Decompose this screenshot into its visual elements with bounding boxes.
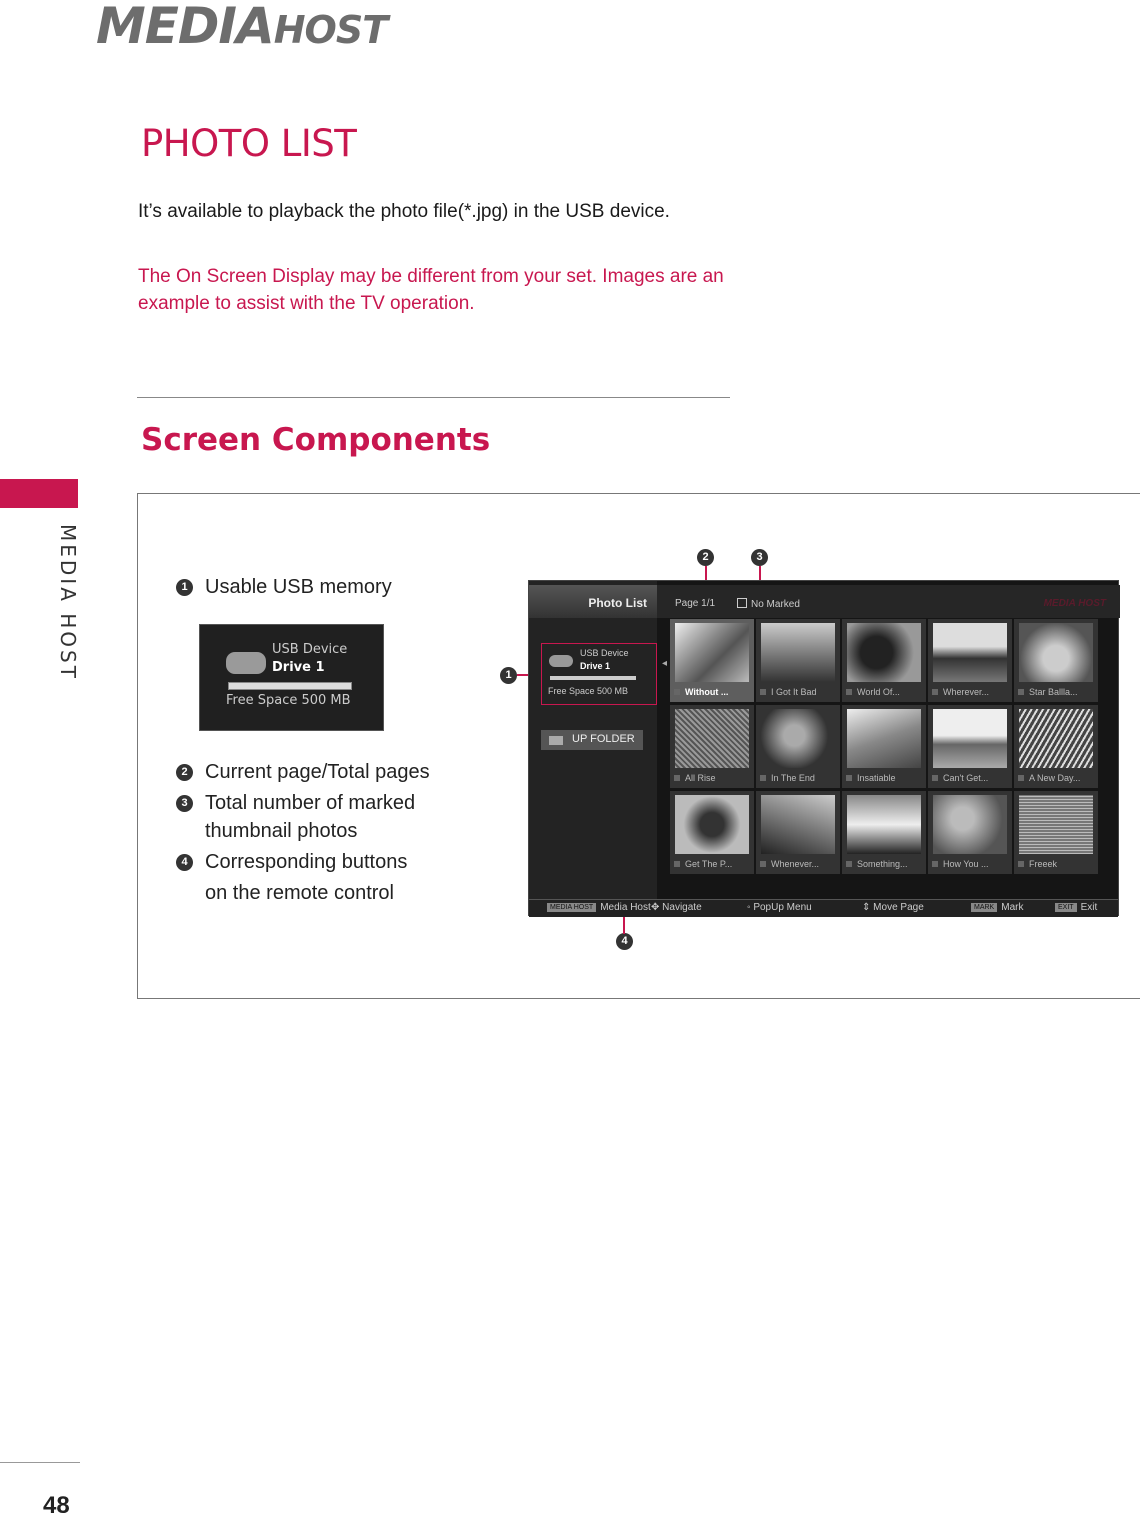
thumbnail-caption xyxy=(674,687,728,697)
move-page-button[interactable] xyxy=(862,902,924,913)
callout-4-line xyxy=(623,914,625,934)
footer-divider xyxy=(0,1462,80,1463)
photo-icon xyxy=(932,689,938,695)
thumbnail-caption xyxy=(1018,687,1078,697)
usb-capacity-bar xyxy=(228,682,352,690)
photo-icon xyxy=(674,775,680,781)
thumbnail-name: World Of... xyxy=(857,687,900,697)
side-tab-marker xyxy=(0,479,78,508)
thumbnail-image xyxy=(675,795,749,854)
thumbnail-name: Star Ballla... xyxy=(1029,687,1078,697)
photo-icon xyxy=(1018,861,1024,867)
thumbnail-image xyxy=(761,623,835,682)
callout-3-marker: 3 xyxy=(751,549,768,566)
mark-key: MARK xyxy=(971,903,997,912)
mark-label: Mark xyxy=(1001,902,1024,913)
tv-media-host-logo: MEDIA HOST xyxy=(1043,598,1106,609)
thumbnail-image xyxy=(847,709,921,768)
media-host-key: MEDIA HOST xyxy=(547,903,596,912)
photo-icon xyxy=(932,775,938,781)
thumbnail-name: Freeek xyxy=(1029,859,1058,869)
exit-label: Exit xyxy=(1080,902,1098,913)
thumbnail-name: How You ... xyxy=(943,859,989,869)
thumbnail-image xyxy=(675,709,749,768)
section-title: Screen Components xyxy=(141,422,491,458)
folder-icon xyxy=(549,736,563,745)
thumbnail-name: Insatiable xyxy=(857,773,896,783)
thumbnail-caption xyxy=(760,859,819,869)
usb-device-label: USB Device xyxy=(272,642,348,657)
thumbnail-image xyxy=(761,795,835,854)
photo-list-screen xyxy=(528,580,1119,916)
marked-count-label: No Marked xyxy=(751,599,800,610)
channel-icon: ⇕ xyxy=(862,902,874,913)
callout-4-marker: 4 xyxy=(616,933,633,950)
thumbnail-name: I Got It Bad xyxy=(771,687,817,697)
tv-top-bar xyxy=(657,585,1120,618)
callout-1: 1 xyxy=(176,579,193,596)
photo-icon xyxy=(1018,775,1024,781)
side-section-label: MEDIA HOST xyxy=(56,524,80,681)
thumbnail-image xyxy=(847,623,921,682)
thumbnail-item[interactable] xyxy=(842,619,926,702)
thumbnail-image xyxy=(1019,623,1093,682)
callout-4: 4 xyxy=(176,854,193,871)
navigate-button[interactable] xyxy=(651,902,702,913)
thumbnail-item[interactable] xyxy=(670,705,754,788)
thumbnail-image xyxy=(1019,795,1093,854)
photo-icon xyxy=(846,689,852,695)
popup-menu-label: PopUp Menu xyxy=(753,902,812,913)
exit-key: EXIT xyxy=(1055,903,1077,912)
thumbnail-image xyxy=(675,623,749,682)
thumbnail-item[interactable] xyxy=(1014,705,1098,788)
legend-item-label: Current page/Total pages xyxy=(205,761,430,783)
move-page-label: Move Page xyxy=(873,902,924,913)
tv-usb-drive-label: Drive 1 xyxy=(580,661,611,671)
thumbnail-name: All Rise xyxy=(685,773,716,783)
divider xyxy=(137,397,730,398)
callout-3: 3 xyxy=(176,795,193,812)
thumbnail-caption xyxy=(674,859,732,869)
legend-item-label-cont: on the remote control xyxy=(205,882,394,904)
intro-text: It’s available to playback the photo file(*.jpg) in the USB device. xyxy=(138,201,670,222)
usb-drive-label: Drive 1 xyxy=(272,660,325,675)
thumbnail-item[interactable] xyxy=(928,791,1012,874)
thumbnail-name: Can't Get... xyxy=(943,773,989,783)
navigate-icon: ✥ xyxy=(651,902,663,913)
checkbox-icon xyxy=(737,598,747,608)
thumbnail-caption xyxy=(674,773,716,783)
thumbnail-item[interactable] xyxy=(842,791,926,874)
page-indicator: Page 1/1 xyxy=(675,598,716,609)
thumbnail-item[interactable] xyxy=(1014,791,1098,874)
thumbnail-caption xyxy=(846,859,908,869)
thumbnail-image xyxy=(847,795,921,854)
legend-item-label: Corresponding buttons xyxy=(205,851,408,873)
usb-drive-icon xyxy=(226,652,266,674)
photo-icon xyxy=(674,861,680,867)
photo-icon xyxy=(760,861,766,867)
legend-item-label-cont: thumbnail photos xyxy=(205,820,358,842)
page-number: 48 xyxy=(43,1492,70,1519)
callout-2-marker: 2 xyxy=(697,549,714,566)
thumbnail-image xyxy=(1019,709,1093,768)
thumbnail-name: Wherever... xyxy=(943,687,990,697)
osd-note: The On Screen Display may be different from your set. Images are an example to assist with the TV operation. xyxy=(138,266,724,314)
usb-free-space: Free Space 500 MB xyxy=(226,693,351,708)
photo-icon xyxy=(846,775,852,781)
thumbnail-caption xyxy=(846,773,896,783)
thumbnail-name: Without ... xyxy=(685,687,729,697)
thumbnail-name: Something... xyxy=(857,859,908,869)
thumbnail-item[interactable] xyxy=(756,619,840,702)
thumbnail-caption xyxy=(760,773,815,783)
photo-icon xyxy=(1018,689,1024,695)
thumbnail-image xyxy=(933,623,1007,682)
callout-2: 2 xyxy=(176,764,193,781)
thumbnail-item[interactable] xyxy=(670,791,754,874)
thumbnail-caption xyxy=(760,687,817,697)
thumbnail-item[interactable] xyxy=(1014,619,1098,702)
media-host-button[interactable] xyxy=(547,902,651,913)
usb-drive-icon xyxy=(549,655,573,667)
mark-button[interactable] xyxy=(971,902,1023,913)
photo-icon xyxy=(846,861,852,867)
navigate-label: Navigate xyxy=(662,902,702,913)
photo-icon xyxy=(760,689,766,695)
media-host-logo: MEDIAHOST xyxy=(96,0,388,55)
exit-button[interactable] xyxy=(1055,902,1097,913)
thumbnail-image xyxy=(761,709,835,768)
thumbnail-item[interactable] xyxy=(756,791,840,874)
photo-icon xyxy=(932,861,938,867)
photo-icon xyxy=(760,775,766,781)
legend-item-label: Usable USB memory xyxy=(205,576,392,598)
thumbnail-name: Whenever... xyxy=(771,859,820,869)
tv-usb-device-label: USB Device xyxy=(580,648,629,658)
thumbnail-name: Get The P... xyxy=(685,859,733,869)
tv-title-bar xyxy=(529,585,657,618)
ok-icon: ◦ xyxy=(747,902,754,913)
thumbnail-name: In The End xyxy=(771,773,815,783)
tv-usb-free-space: Free Space 500 MB xyxy=(548,686,629,696)
photo-icon xyxy=(674,689,680,695)
thumbnail-image xyxy=(933,795,1007,854)
thumbnail-item[interactable] xyxy=(928,705,1012,788)
marked-count xyxy=(737,598,800,610)
thumbnail-caption xyxy=(932,687,989,697)
thumbnail-caption xyxy=(1018,859,1057,869)
media-host-label: Media Host xyxy=(600,902,651,913)
tv-title: Photo List xyxy=(588,596,647,610)
thumbnail-item[interactable] xyxy=(756,705,840,788)
tv-usb-device[interactable] xyxy=(541,643,657,705)
thumbnail-item[interactable] xyxy=(842,705,926,788)
thumbnail-caption xyxy=(846,687,900,697)
popup-menu-button[interactable] xyxy=(747,902,812,913)
thumbnail-item[interactable] xyxy=(670,619,754,702)
usb-memory-sample xyxy=(199,624,384,731)
up-folder-label: UP FOLDER xyxy=(572,733,635,745)
legend-item-label: Total number of marked xyxy=(205,792,416,814)
up-folder-button[interactable] xyxy=(541,730,643,750)
thumbnail-image xyxy=(933,709,1007,768)
thumbnail-caption xyxy=(932,859,989,869)
thumbnail-item[interactable] xyxy=(928,619,1012,702)
collapse-arrow-icon[interactable]: ◂ xyxy=(662,658,668,669)
remote-button-bar xyxy=(529,899,1118,917)
tv-usb-capacity-bar xyxy=(550,676,636,680)
page-title: PHOTO LIST xyxy=(141,122,357,165)
thumbnail-caption xyxy=(932,773,988,783)
callout-1-marker: 1 xyxy=(500,667,517,684)
thumbnail-name: A New Day... xyxy=(1029,773,1081,783)
thumbnail-caption xyxy=(1018,773,1080,783)
